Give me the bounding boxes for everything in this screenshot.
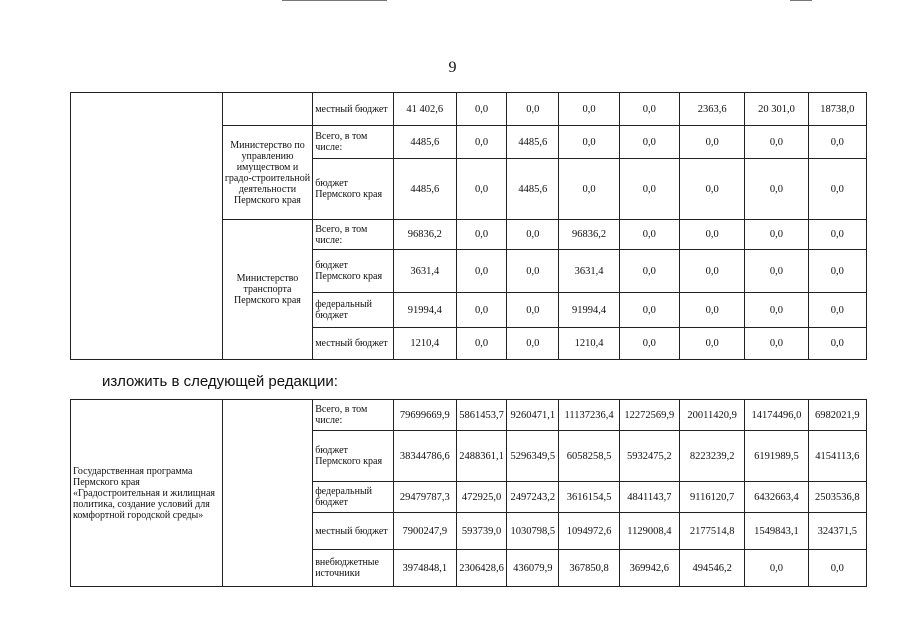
amount-cell: 20011420,9	[680, 400, 745, 431]
amount-cell: 4154113,6	[808, 431, 866, 482]
amount-cell: 0,0	[680, 126, 745, 159]
amount-cell: 0,0	[808, 126, 866, 159]
amount-cell: 4485,6	[393, 126, 456, 159]
top-edge-line	[790, 0, 812, 1]
amount-cell: 494546,2	[680, 550, 745, 587]
amount-cell: 0,0	[808, 328, 866, 360]
amount-cell: 0,0	[619, 220, 679, 250]
amount-cell: 96836,2	[559, 220, 619, 250]
responsible-agency	[222, 400, 312, 587]
amount-cell: 2503536,8	[808, 482, 866, 513]
funding-source: внебюджетные источники	[313, 550, 393, 587]
amount-cell: 0,0	[507, 328, 559, 360]
amount-cell: 0,0	[808, 159, 866, 220]
amount-cell: 2363,6	[680, 93, 745, 126]
amount-cell: 472925,0	[456, 482, 506, 513]
amount-cell: 6058258,5	[559, 431, 619, 482]
amount-cell: 3616154,5	[559, 482, 619, 513]
amount-cell: 0,0	[507, 293, 559, 328]
amount-cell: 79699669,9	[393, 400, 456, 431]
table-row	[71, 400, 867, 431]
amount-cell: 0,0	[456, 126, 506, 159]
amount-cell: 593739,0	[456, 513, 506, 550]
amount-cell: 367850,8	[559, 550, 619, 587]
funding-source: бюджет Пермского края	[313, 159, 393, 220]
amount-cell: 0,0	[745, 220, 808, 250]
amount-cell: 0,0	[619, 126, 679, 159]
amount-cell: 96836,2	[393, 220, 456, 250]
amount-cell: 0,0	[745, 293, 808, 328]
amount-cell: 8223239,2	[680, 431, 745, 482]
amount-cell: 0,0	[808, 293, 866, 328]
amount-cell: 0,0	[559, 126, 619, 159]
top-edge-line	[282, 0, 387, 1]
amount-cell: 0,0	[619, 93, 679, 126]
amount-cell: 0,0	[745, 126, 808, 159]
funding-source: Всего, в том числе:	[313, 126, 393, 159]
amount-cell: 0,0	[619, 293, 679, 328]
amount-cell: 0,0	[559, 93, 619, 126]
amount-cell: 4485,6	[507, 159, 559, 220]
intro-text: изложить в следующей редакции:	[102, 373, 338, 390]
amount-cell: 6432663,4	[745, 482, 808, 513]
amount-cell: 0,0	[680, 159, 745, 220]
table-row	[71, 93, 867, 126]
amount-cell: 0,0	[680, 250, 745, 293]
amount-cell: 29479787,3	[393, 482, 456, 513]
amount-cell: 1094972,6	[559, 513, 619, 550]
amount-cell: 7900247,9	[393, 513, 456, 550]
amount-cell: 4485,6	[393, 159, 456, 220]
amount-cell: 0,0	[507, 93, 559, 126]
amount-cell: 9260471,1	[507, 400, 559, 431]
amount-cell: 6191989,5	[745, 431, 808, 482]
responsible-agency	[222, 93, 312, 126]
amount-cell: 12272569,9	[619, 400, 679, 431]
funding-source: федеральный бюджет	[313, 293, 393, 328]
amount-cell: 2177514,8	[680, 513, 745, 550]
amount-cell: 18738,0	[808, 93, 866, 126]
page-number: 9	[448, 59, 457, 76]
amount-cell: 5932475,2	[619, 431, 679, 482]
amount-cell: 0,0	[808, 220, 866, 250]
amount-cell: 0,0	[619, 250, 679, 293]
amount-cell: 1210,4	[393, 328, 456, 360]
amount-cell: 0,0	[745, 328, 808, 360]
amount-cell: 1129008,4	[619, 513, 679, 550]
responsible-agency: Министерство транспорта Пермского края	[222, 220, 312, 360]
amount-cell: 1549843,1	[745, 513, 808, 550]
amount-cell: 0,0	[456, 328, 506, 360]
amount-cell: 0,0	[559, 159, 619, 220]
amount-cell: 5296349,5	[507, 431, 559, 482]
amount-cell: 369942,6	[619, 550, 679, 587]
amount-cell: 4841143,7	[619, 482, 679, 513]
amount-cell: 0,0	[745, 250, 808, 293]
funding-source: бюджет Пермского края	[313, 431, 393, 482]
amount-cell: 0,0	[745, 550, 808, 587]
amount-cell: 2497243,2	[507, 482, 559, 513]
amount-cell: 0,0	[456, 93, 506, 126]
amount-cell: 9116120,7	[680, 482, 745, 513]
funding-source: бюджет Пермского края	[313, 250, 393, 293]
blank-cell	[71, 93, 223, 360]
amount-cell: 0,0	[456, 220, 506, 250]
funding-source: федеральный бюджет	[313, 482, 393, 513]
funding-source: местный бюджет	[313, 513, 393, 550]
amount-cell: 436079,9	[507, 550, 559, 587]
amount-cell: 0,0	[619, 328, 679, 360]
amount-cell: 0,0	[619, 159, 679, 220]
amount-cell: 1210,4	[559, 328, 619, 360]
funding-source: Всего, в том числе:	[313, 220, 393, 250]
amount-cell: 2306428,6	[456, 550, 506, 587]
amount-cell: 38344786,6	[393, 431, 456, 482]
amount-cell: 1030798,5	[507, 513, 559, 550]
amount-cell: 0,0	[680, 293, 745, 328]
amount-cell: 91994,4	[559, 293, 619, 328]
amount-cell: 0,0	[745, 159, 808, 220]
amount-cell: 3974848,1	[393, 550, 456, 587]
amount-cell: 3631,4	[393, 250, 456, 293]
amount-cell: 14174496,0	[745, 400, 808, 431]
program-name: Государственная программа Пермского края «Градостроительная и жилищная политика, создание условий для комфортной городской среды»	[71, 400, 223, 587]
amount-cell: 324371,5	[808, 513, 866, 550]
amount-cell: 2488361,1	[456, 431, 506, 482]
amount-cell: 0,0	[507, 220, 559, 250]
amount-cell: 0,0	[507, 250, 559, 293]
amount-cell: 4485,6	[507, 126, 559, 159]
financing-table-original	[70, 92, 867, 360]
amount-cell: 0,0	[680, 328, 745, 360]
amount-cell: 11137236,4	[559, 400, 619, 431]
amount-cell: 0,0	[456, 293, 506, 328]
amount-cell: 20 301,0	[745, 93, 808, 126]
amount-cell: 5861453,7	[456, 400, 506, 431]
funding-source: Всего, в том числе:	[313, 400, 393, 431]
amount-cell: 91994,4	[393, 293, 456, 328]
amount-cell: 0,0	[456, 250, 506, 293]
amount-cell: 0,0	[808, 250, 866, 293]
financing-table-new-edition	[70, 399, 867, 587]
amount-cell: 41 402,6	[393, 93, 456, 126]
amount-cell: 6982021,9	[808, 400, 866, 431]
amount-cell: 0,0	[456, 159, 506, 220]
funding-source: местный бюджет	[313, 93, 393, 126]
amount-cell: 0,0	[680, 220, 745, 250]
amount-cell: 0,0	[808, 550, 866, 587]
amount-cell: 3631,4	[559, 250, 619, 293]
responsible-agency: Министерство по управлению имуществом и градо-строительной деятельности Пермского края	[222, 126, 312, 220]
funding-source: местный бюджет	[313, 328, 393, 360]
